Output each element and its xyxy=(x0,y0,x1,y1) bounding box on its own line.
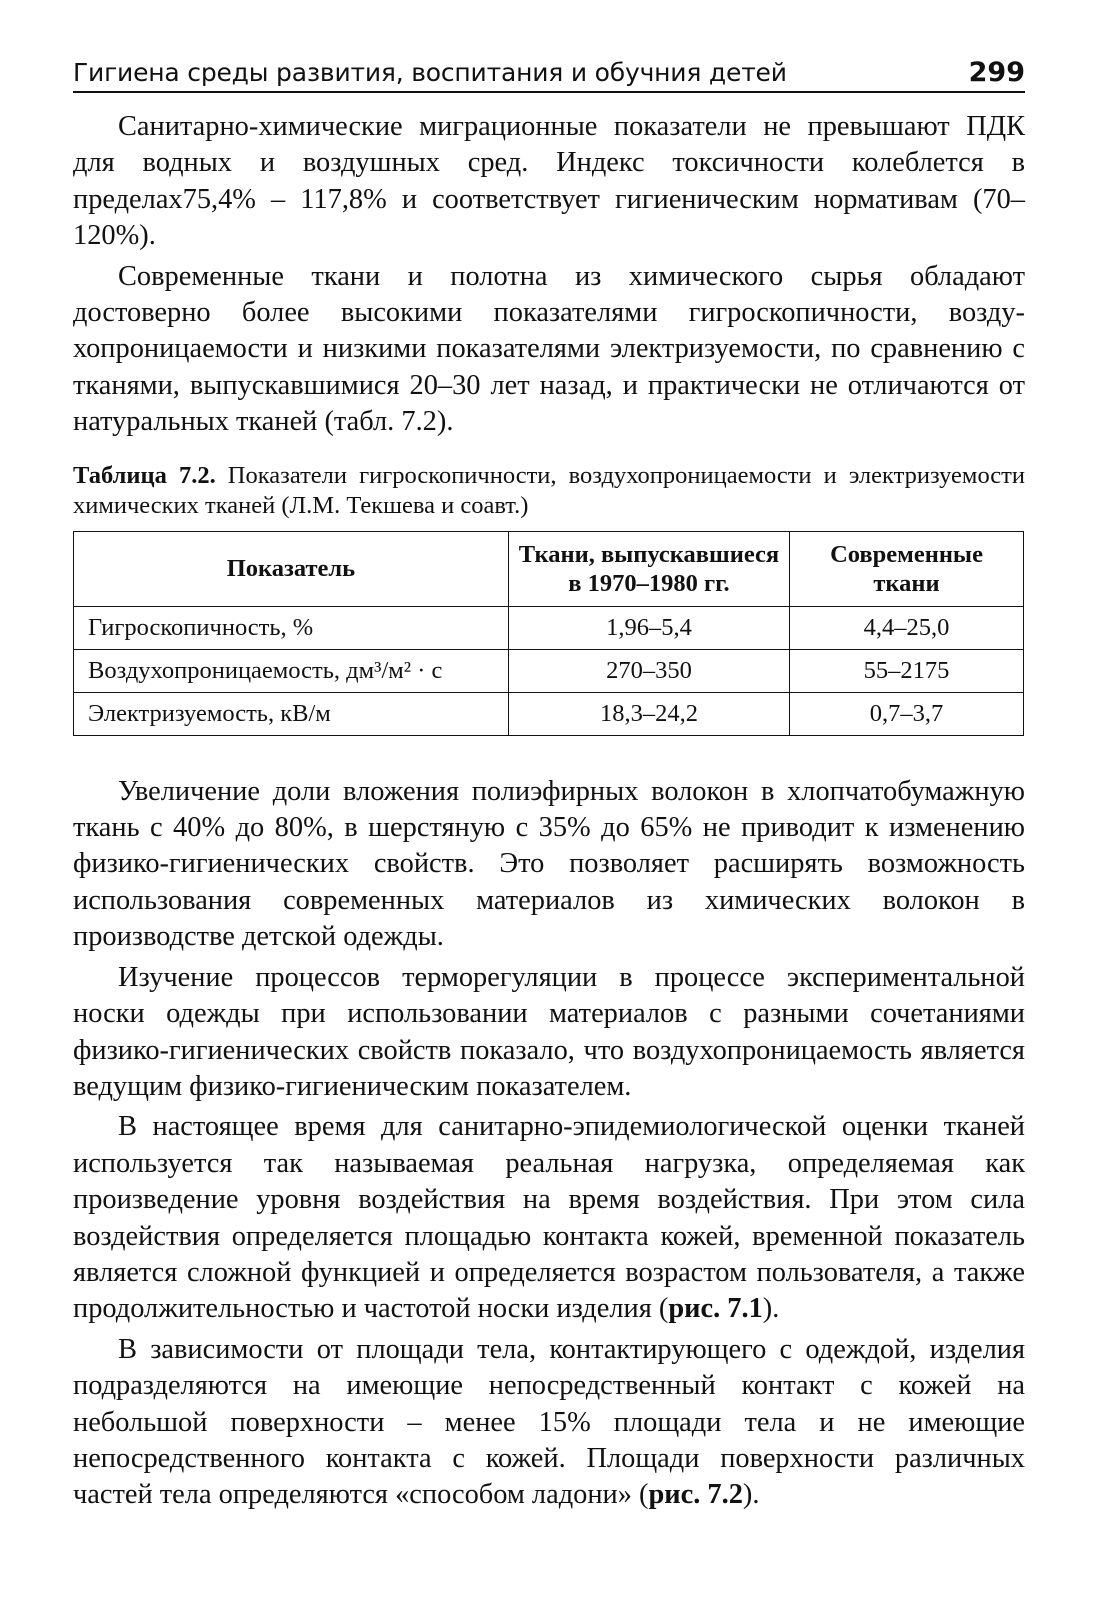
table-row xyxy=(74,649,1024,692)
cell-old-value: 18,3–24,2 xyxy=(508,692,789,735)
book-page xyxy=(73,58,1025,1514)
fabric-properties-table xyxy=(73,531,1024,736)
chapter-title: Гигиена среды развития, воспитания и обучния детей xyxy=(73,58,787,87)
paragraph-body-area xyxy=(73,1332,1025,1514)
header-old-fabrics: Ткани, выпускавшиеся в 1970–1980 гг. xyxy=(508,531,789,606)
table-caption-label: Таблица 7.2. xyxy=(73,461,216,489)
cell-indicator: Воздухопроницаемость, дм³/м² · с xyxy=(74,649,509,692)
table-caption-text: Показатели гигроскопичности, воздухопроницаемости и электризуемости химических тканей (Л.М. Текшева и соавт.) xyxy=(73,461,1025,519)
cell-indicator: Гигроскопичность, % xyxy=(74,606,509,649)
header-indicator: Показатель xyxy=(74,531,509,606)
paragraph-modern-fabrics: Современные ткани и полотна из химического сырья обладают достоверно более высокими показателями гигроскопичности, воздухопроницаемости и низкими показателями электризуемости, по сравнению с тканями, выпускавшимися 20–30 лет назад, и практически не отличаются от натуральных тканей (табл. 7.2). xyxy=(73,260,1025,438)
figure-ref-7-1[interactable]: рис. 7.1 xyxy=(668,1293,763,1325)
running-header xyxy=(73,58,1025,93)
cell-modern-value: 0,7–3,7 xyxy=(790,692,1024,735)
table-row xyxy=(74,606,1024,649)
paragraph-polyester: Увеличение доли вложения полиэфирных волокон в хлопчатобумажную ткань с 40% до 80%, в шерстяную с 35% до 65% не приводит к изменению физико-гигиенических свойств. Это позволяет расширять возможность использования современных материалов из химических волокон в производстве детской одежды. xyxy=(73,775,1025,953)
table-row xyxy=(74,692,1024,735)
paragraph-real-load-text: В настоящее время для санитарно-эпидемиологической оценки тканей используется так называемая реальная нагрузка, определяемая как произведение уровня воздействия на время воздействия. При этом сила воздействия определяется площадью контакта кожей, временной показатель является сложной функцией и определяется возрастом пользователя, а также продолжительностью и частотой носки изделия ( xyxy=(73,1111,1025,1325)
paragraph-thermoregulation: Изучение процессов терморегуляции в процессе экспериментальной носки одежды при использовании материалов с разными сочетаниями физико-гигиенических свойств показало, что воздухопроницаемость является ведущим физико-гигиеническим показателем. xyxy=(73,961,1025,1102)
paragraph-real-load-end: ). xyxy=(762,1293,780,1325)
cell-modern-value: 4,4–25,0 xyxy=(790,606,1024,649)
paragraph-body-area-end: ). xyxy=(742,1479,760,1511)
table-caption xyxy=(73,461,1025,521)
cell-modern-value: 55–2175 xyxy=(790,649,1024,692)
paragraph-migration: Санитарно-химические миграционные показатели не превышают ПДК для водных и воздушных сред. Индекс токсичности колеблется в пределах75,4% – 117,8% и соответствует гигиеническим нормативам (70–120%). xyxy=(73,111,1025,252)
cell-indicator: Электризуемость, кВ/м xyxy=(74,692,509,735)
figure-ref-7-2[interactable]: рис. 7.2 xyxy=(648,1479,743,1511)
paragraph-body-area-text: В зависимости от площади тела, контактирующего с одеждой, изделия подразделяются на имеющие непосредственный контакт с кожей на небольшой поверхности – менее 15% площади тела и не имеющие непосредственного контакта с кожей. Площади поверхности различных частей тела определяются «способом ладони» ( xyxy=(73,1333,1025,1511)
header-modern-fabrics: Современные ткани xyxy=(790,531,1024,606)
paragraph-real-load xyxy=(73,1109,1025,1327)
cell-old-value: 270–350 xyxy=(508,649,789,692)
cell-old-value: 1,96–5,4 xyxy=(508,606,789,649)
page-number: 299 xyxy=(968,57,1025,88)
table-header-row xyxy=(74,531,1024,606)
